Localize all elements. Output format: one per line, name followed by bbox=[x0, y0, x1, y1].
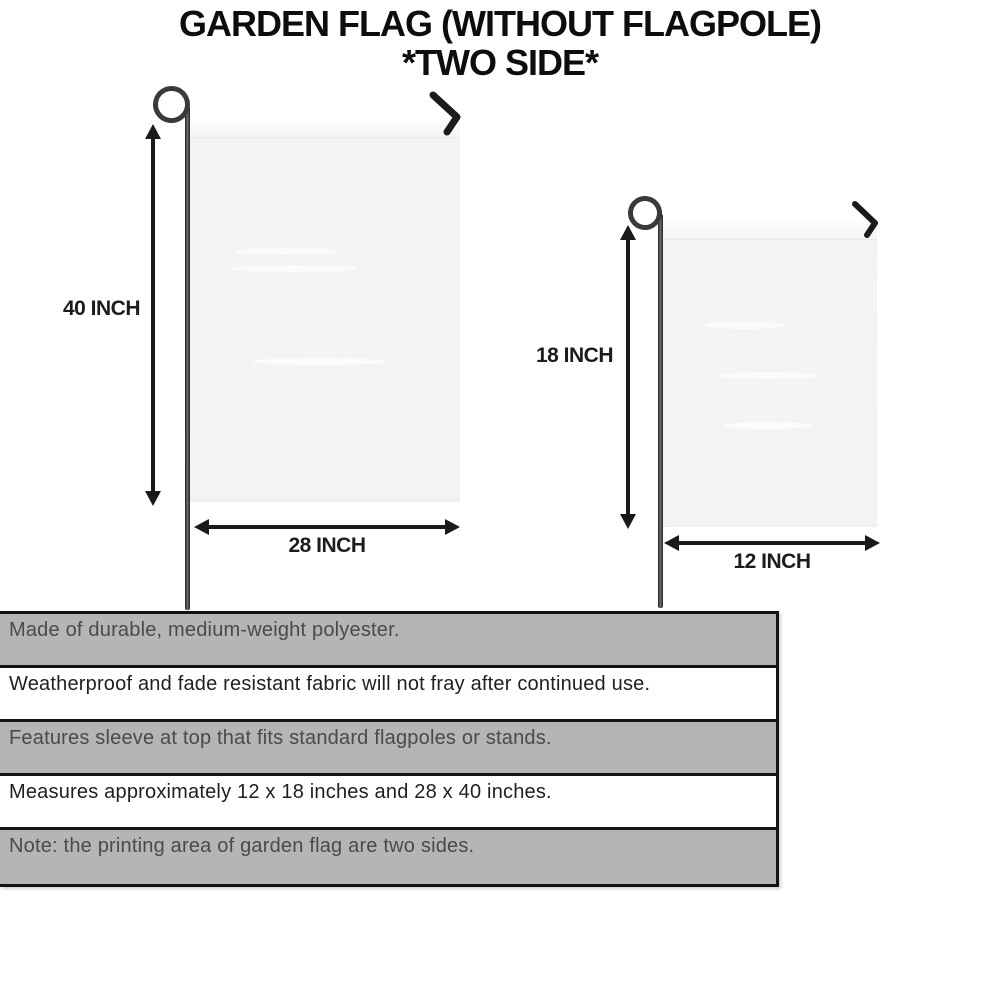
small-flag-canvas bbox=[663, 222, 877, 527]
feature-row bbox=[0, 776, 776, 830]
large-flag-height-arrow-icon bbox=[142, 123, 164, 507]
feature-text: Measures approximately 12 x 18 inches and 28 x 40 inches. bbox=[9, 781, 552, 803]
large-flag-canvas bbox=[190, 120, 460, 502]
feature-row bbox=[0, 614, 776, 668]
feature-text: Made of durable, medium-weight polyester. bbox=[9, 619, 400, 641]
feature-row bbox=[0, 830, 776, 884]
feature-table bbox=[0, 611, 779, 887]
small-flag-height-arrow-icon bbox=[617, 224, 639, 530]
flag-fold bbox=[252, 358, 387, 365]
small-flag-hook-icon bbox=[849, 198, 887, 240]
flag-fold bbox=[723, 422, 813, 429]
title-block bbox=[0, 4, 1000, 82]
large-flag-height-label: 40 INCH bbox=[62, 297, 140, 320]
feature-row bbox=[0, 668, 776, 722]
flag-fold bbox=[232, 265, 357, 272]
small-flag-sleeve-seam bbox=[663, 239, 877, 240]
flag-fold bbox=[703, 322, 788, 329]
large-flag-sleeve-seam bbox=[190, 137, 460, 138]
large-flag-width-label: 28 INCH bbox=[288, 534, 366, 557]
feature-text: Weatherproof and fade resistant fabric will not fray after continued use. bbox=[9, 673, 651, 695]
large-flag-hook-icon bbox=[426, 88, 470, 136]
small-flag-height-label: 18 INCH bbox=[535, 344, 613, 367]
flag-fold bbox=[718, 372, 818, 379]
small-flag-width-label: 12 INCH bbox=[733, 550, 811, 573]
feature-row bbox=[0, 722, 776, 776]
page-subtitle: *TWO SIDE* bbox=[401, 42, 598, 83]
flag-fold bbox=[235, 248, 340, 255]
page-title: GARDEN FLAG (WITHOUT FLAGPOLE) bbox=[179, 3, 821, 44]
feature-text: Note: the printing area of garden flag are two sides. bbox=[9, 835, 475, 857]
feature-text: Features sleeve at top that fits standard flagpoles or stands. bbox=[9, 727, 552, 749]
